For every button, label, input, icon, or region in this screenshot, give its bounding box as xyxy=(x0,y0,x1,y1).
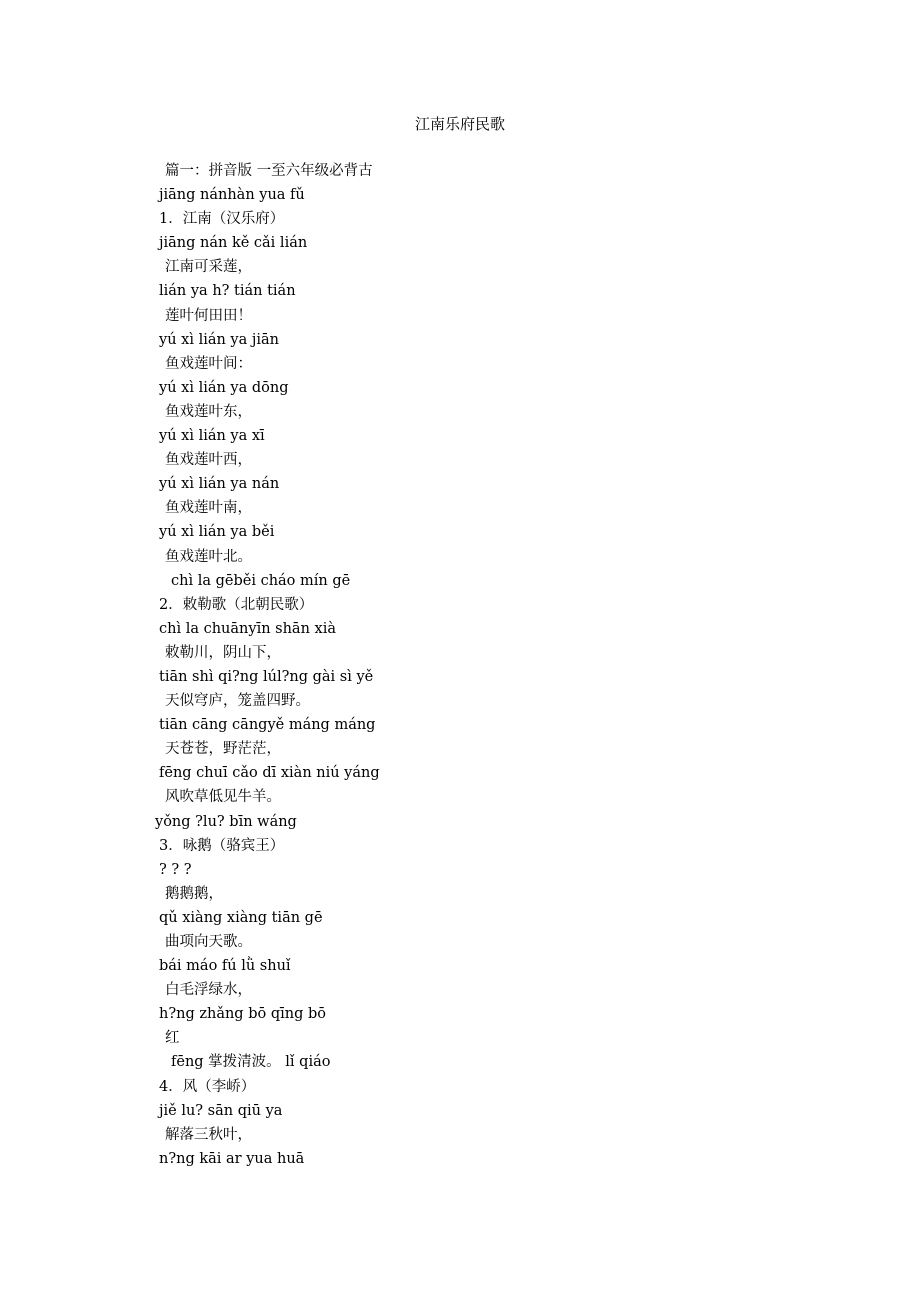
poem-heading: 2．敕勒歌（北朝民歌） xyxy=(159,596,314,613)
pinyin-line: jiāng nán kě cǎi lián xyxy=(159,235,308,252)
pinyin-line: jiāng nánhàn yua fǔ xyxy=(159,187,305,204)
pinyin-line: tiān cāng cāngyě máng máng xyxy=(159,717,376,734)
pinyin-line: fēng chuī cǎo dī xiàn niú yáng xyxy=(159,765,380,782)
poem-line: 莲叶何田田！ xyxy=(165,307,252,324)
pinyin-line: bái máo fú lǜ shuǐ xyxy=(159,958,291,975)
pinyin-line: jiě lu? sān qiū ya xyxy=(159,1102,283,1119)
poem-line: fēng 掌拨清波。 lǐ qiáo xyxy=(171,1054,331,1071)
pinyin-line: tiān shì qi?ng lúl?ng gài sì yě xyxy=(159,668,374,685)
poem-line: 鱼戏莲叶北。 xyxy=(165,548,252,565)
poem-heading: 4．风（李峤） xyxy=(159,1078,256,1095)
poem-line: 红 xyxy=(165,1030,180,1047)
pinyin-line: chì la chuānyīn shān xià xyxy=(159,620,336,637)
poem-line: 白毛浮绿水， xyxy=(165,982,252,999)
pinyin-line: yǒng ?lu? bīn wáng xyxy=(155,813,297,830)
poem-line: 鹅鹅鹅， xyxy=(165,885,223,902)
pinyin-line: h?ng zhǎng bō qīng bō xyxy=(159,1006,326,1023)
pinyin-line: yú xì lián ya běi xyxy=(159,524,275,541)
pinyin-line: yú xì lián ya dōng xyxy=(159,379,289,396)
document-body xyxy=(155,159,859,1171)
poem-line: 鱼戏莲叶南， xyxy=(165,500,252,517)
poem-line: 鱼戏莲叶间： xyxy=(165,355,252,372)
poem-heading: 3．咏鹅（骆宾王） xyxy=(159,837,285,854)
poem-line: 解落三秋叶， xyxy=(165,1126,252,1143)
poem-line: 天似穹庐，笼盖四野。 xyxy=(165,693,310,710)
pinyin-line: yú xì lián ya jiān xyxy=(159,331,279,348)
pinyin-line: yú xì lián ya nán xyxy=(159,476,280,493)
pinyin-line: qǔ xiàng xiàng tiān gē xyxy=(159,909,323,926)
poem-line: 曲项向天歌。 xyxy=(165,934,252,950)
pinyin-line: yú xì lián ya xī xyxy=(159,428,265,445)
poem-line: 鱼戏莲叶西， xyxy=(165,452,252,469)
pinyin-line: chì la gēběi cháo mín gē xyxy=(171,572,351,589)
pinyin-line: ? ? ? xyxy=(159,861,192,878)
poem-line: 江南可采莲， xyxy=(165,259,252,276)
poem-line: 天苍苍，野茫茫， xyxy=(165,741,281,758)
document-title: 江南乐府民歌 xyxy=(414,115,505,133)
pinyin-line: n?ng kāi ar yua huā xyxy=(159,1150,305,1167)
poem-line: 鱼戏莲叶东， xyxy=(165,403,252,420)
poem-line: 风吹草低见牛羊。 xyxy=(165,789,281,806)
poem-line: 敕勒川，阴山下， xyxy=(165,644,281,661)
poem-heading: 1．江南（汉乐府） xyxy=(159,211,285,228)
section-heading: 篇一：拼音版 一至六年级必背古 xyxy=(165,163,373,179)
pinyin-line: lián ya h? tián tián xyxy=(159,283,296,300)
